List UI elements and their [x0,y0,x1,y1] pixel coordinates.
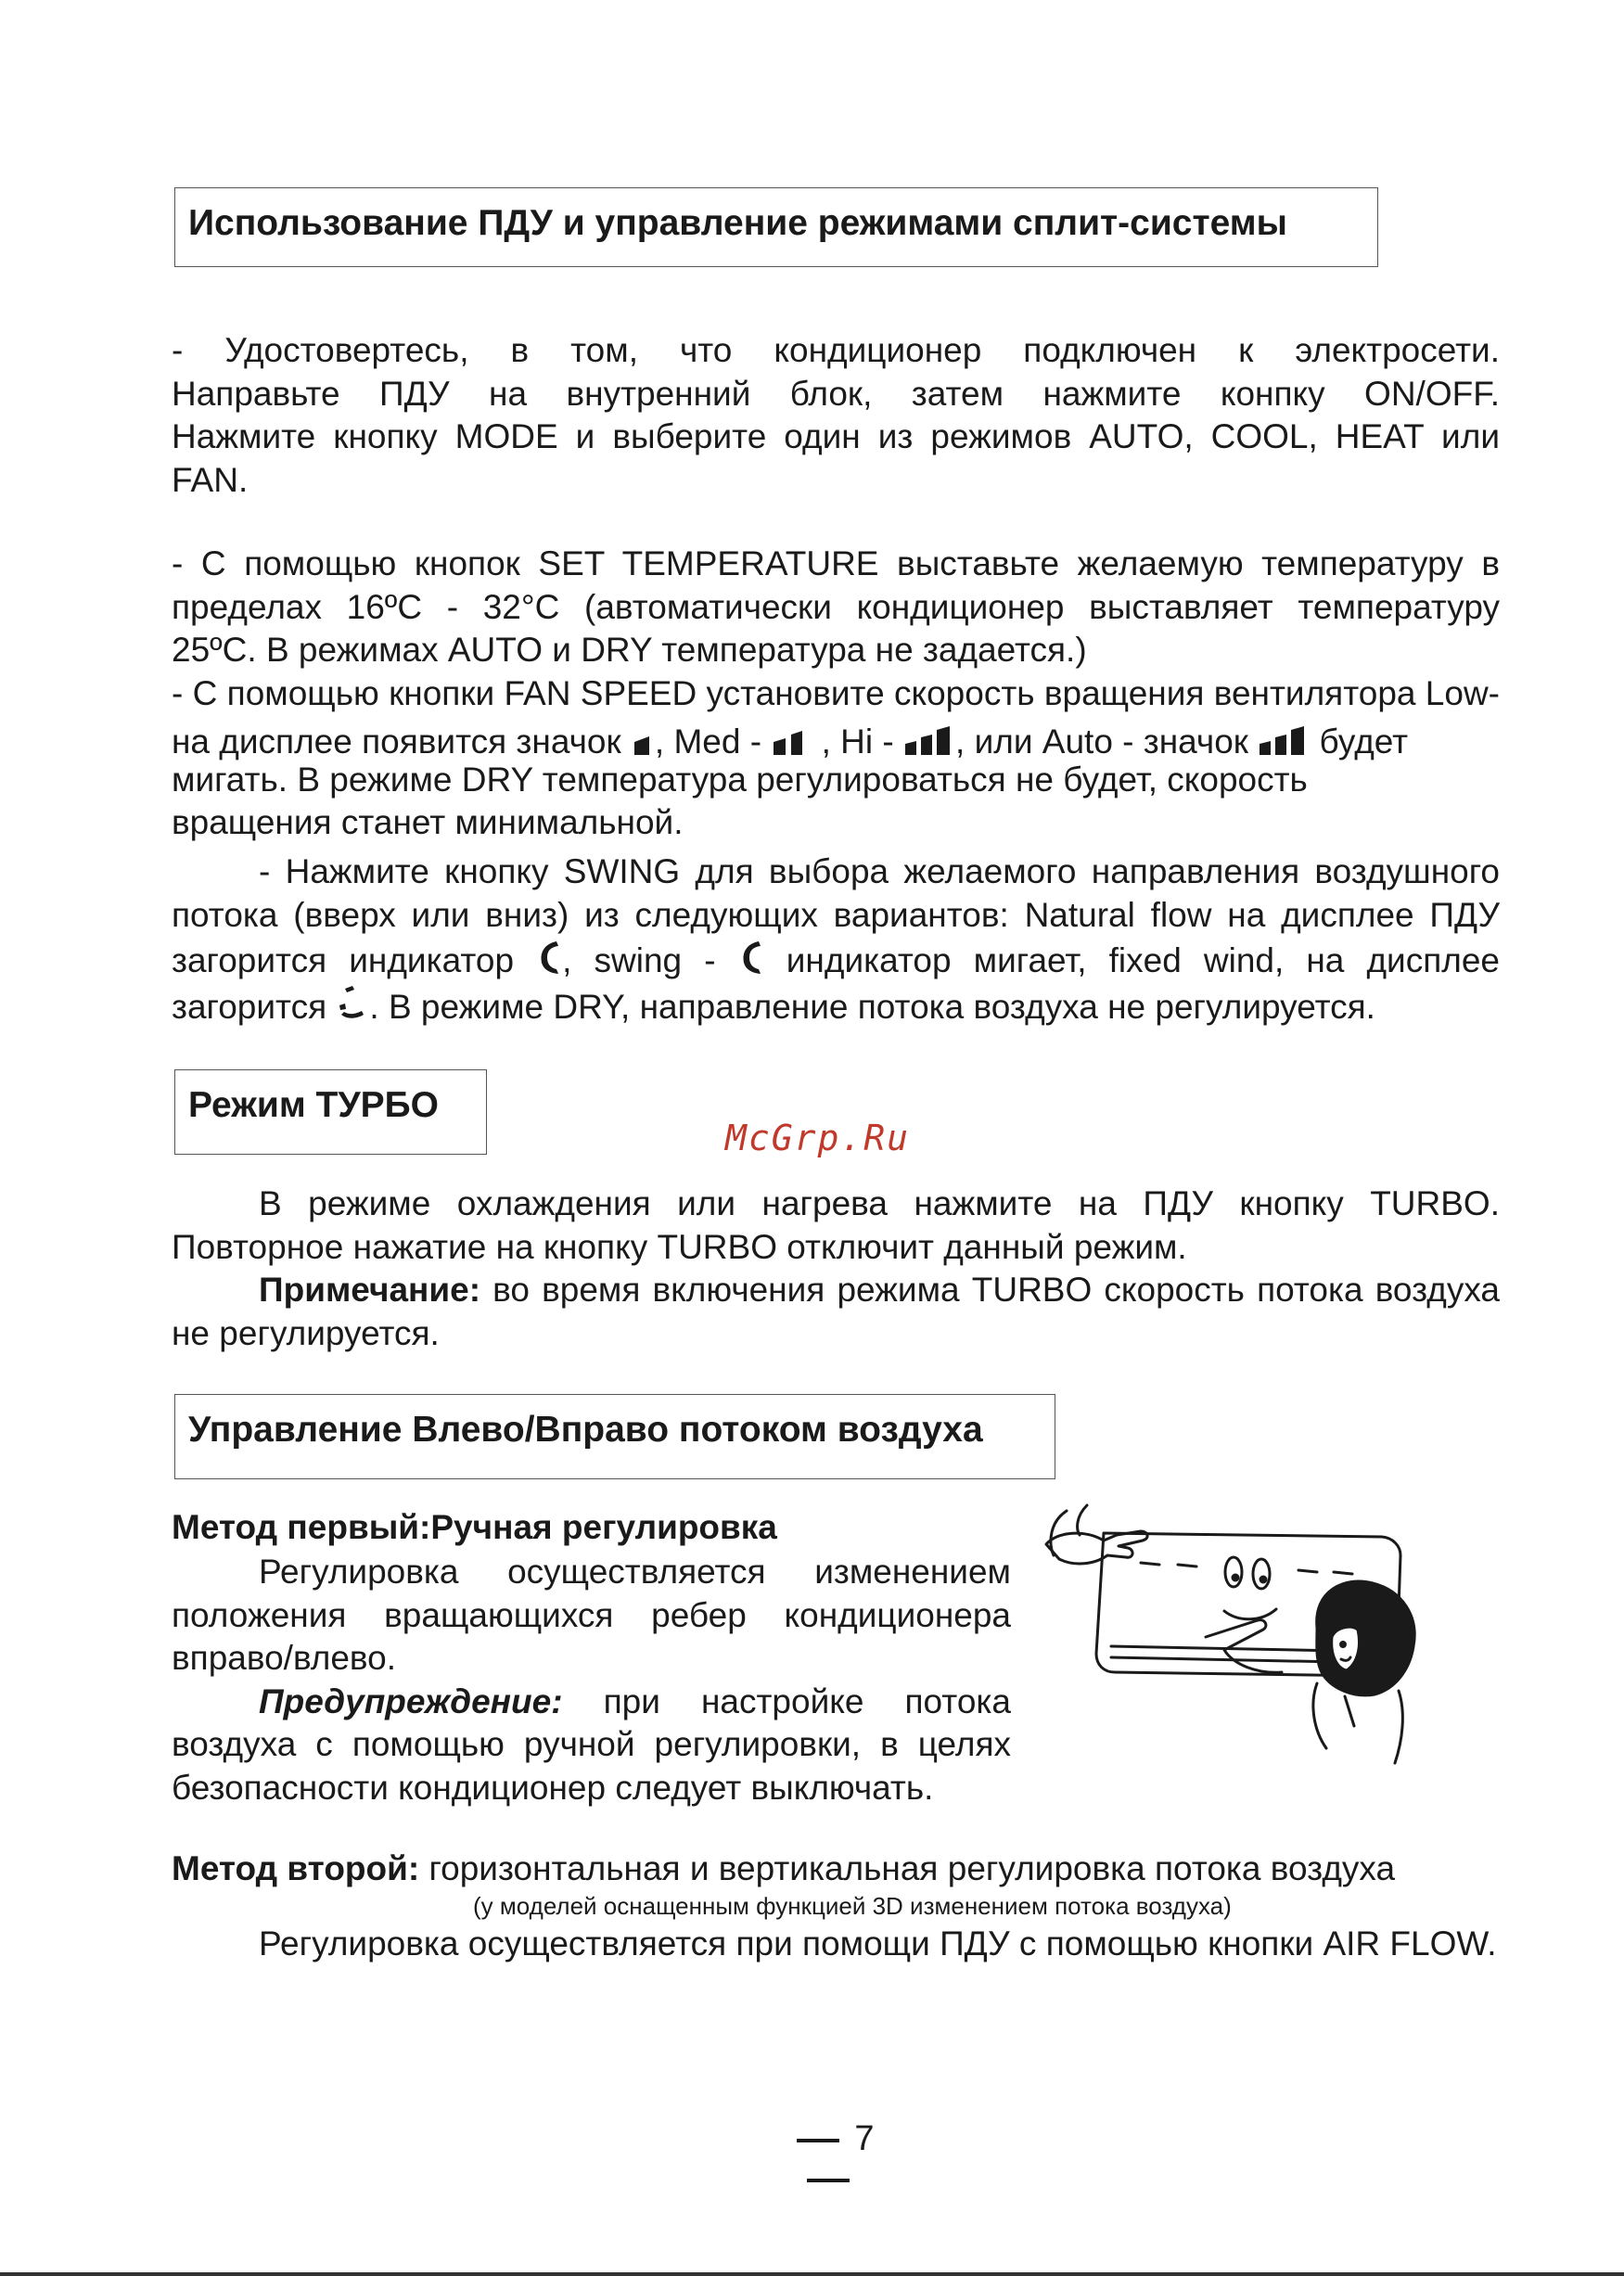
section-title: Режим ТУРБО [188,1085,439,1125]
paragraph-power-mode: - Удостовертесь, в том, что кондиционер подключен к электросети. Направьте ПДУ на внутренний блок, затем нажмите конпку ON/OFF. Нажмите кнопку MODE и выберите один из режимов AUTO, COOL, HEAT или FAN. [172,331,1500,499]
natural-flow-icon [536,939,562,976]
paragraph-turbo: В режиме охлаждения или нагрева нажмите на ПДУ кнопку TURBO. Повторное нажатие на кнопку TURBO отключит данный режим. Примечание: во время включения режима TURBO скорость потока воздуха не регулируется. [172,1184,1500,1352]
fixed-wind-icon [336,985,369,1022]
fan-auto-icon [1258,723,1310,757]
fan-speed-icons-line: на дисплее появится значок , Med - , Hi - , или Auto - значок будет [172,722,1409,761]
method2-text: Регулировка осуществляется при помощи ПДУ с помощью кнопки AIR FLOW. [259,1924,1497,1963]
paragraph-swing: - Нажмите кнопку SWING для выбора желаемого направления воздушного потока (вверх или вниз) из следующих вариантов: Natural flow на дисплее ПДУ загорится индикатор , swing - индикатор мигает, fixed wind, на дисплее загорится . В режиме DRY, направление потока воздуха не регулируется. [172,850,1500,1029]
method2-note: (у моделей оснащенным функцией 3D изменением потока воздуха) [473,1892,1232,1920]
fan-low-icon [631,729,655,757]
paragraph-method1: Регулировка осуществляется изменением положения вращающихся ребер кондиционера вправо/влево. Предупреждение: при настройке потока воздуха с помощью ручной регулировки, в целях безопасности кондиционер следует выключать. [172,1553,1011,1807]
section-header-airflow [174,1394,1055,1479]
page-number: 7 [749,2119,907,2199]
fan-hi-icon [903,723,955,757]
paragraph-temperature-fan: - С помощью кнопок SET TEMPERATURE выставьте желаемую температуру в пределах 16ºC - 32°C (автоматически кондиционер выставляет температуру 25ºC. В режимах AUTO и DRY температура не задается.) - С помощью кнопки FAN SPEED установите скорость вращения вентилятора Low- на дисплее появится значок , Med - , Hi - , или Auto - значок будет мигать. В режиме DRY температура регулироваться не будет, скорость вращения станет минимальной. [172,544,1500,841]
bottom-rule [0,2272,1624,2276]
page-dash-left [797,2139,839,2142]
fan-med-icon [771,725,812,757]
method1-title: Метод первый:Ручная регулировка [172,1508,777,1546]
section-header-turbo [174,1069,487,1155]
method2-label: Метод второй: [172,1849,420,1887]
page-dash-right [807,2179,850,2182]
swing-icon [738,939,764,976]
section-title: Управление Влево/Вправо потоком воздуха [188,1410,983,1450]
method2-line: Метод второй: горизонтальная и вертикальная регулировка потока воздуха [172,1849,1396,1887]
fixed-wind-line: загорится . В режиме DRY, направление потока воздуха не регулируется. [172,985,1500,1029]
warning-label: Предупреждение: [259,1681,563,1720]
swing-icons-line: загорится индикатор , swing - индикатор мигает, fixed wind, на дисплее [172,939,1500,983]
manual-louver-adjust-illustration [1039,1498,1438,1776]
section-title: Использование ПДУ и управление режимами сплит-системы [188,203,1287,243]
section-header-remote-usage [174,187,1378,267]
note-label: Примечание: [259,1271,481,1309]
watermark: McGrp.Ru [725,1118,911,1158]
